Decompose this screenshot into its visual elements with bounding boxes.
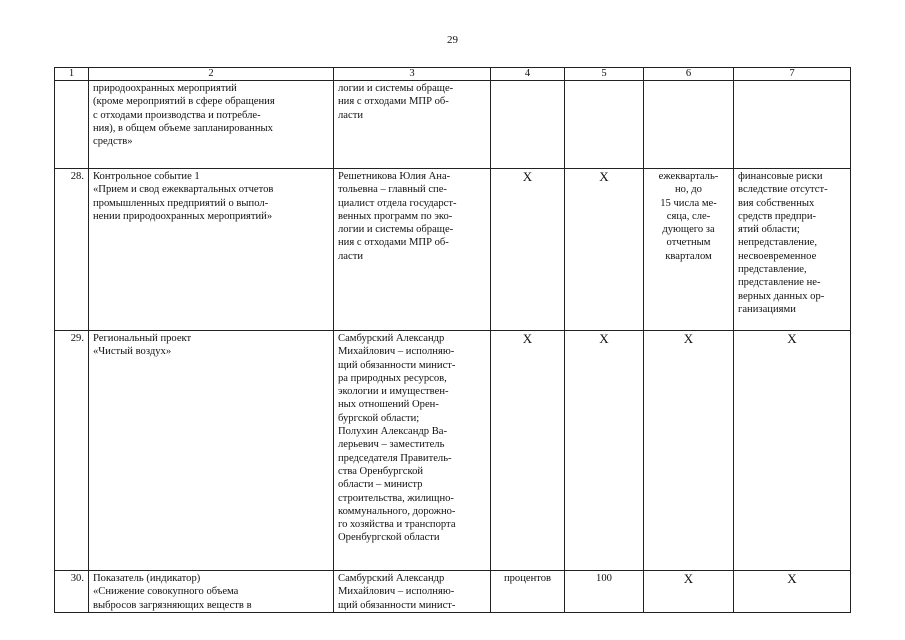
measure-name: природоохранных мероприятий (кроме мероприятий в сфере обращения с отходами производства и потребле- ния), в общем объеме запланированных средств» xyxy=(89,81,334,169)
risks: Х xyxy=(734,571,851,613)
target-value: 100 xyxy=(565,571,644,613)
responsible-executor: Самбурский Александр Михайлович – исполняю- щий обязанности минист- xyxy=(334,571,491,613)
page-number: 29 xyxy=(447,34,458,46)
target-value xyxy=(565,81,644,169)
unit-of-measure: процентов xyxy=(491,571,565,613)
unit-of-measure xyxy=(491,81,565,169)
table-row xyxy=(55,331,851,571)
measure-name: Региональный проект «Чистый воздух» xyxy=(89,331,334,571)
column-number-header: 6 xyxy=(644,68,734,81)
column-number-header: 1 xyxy=(55,68,89,81)
responsible-executor: Самбурский Александр Михайлович – исполняю- щий обязанности минист- ра природных ресурсов, экологии и имуществен- ных отношений Орен- бургской области; Полухин Александр Ва- лерьевич – заместитель председателя Правитель- ства Оренбургской области – министр строительства, жилищно- коммунального, дорожно- го хозяйства и транспорта Оренбургской области xyxy=(334,331,491,571)
deadline: Х xyxy=(644,331,734,571)
row-number: 28. xyxy=(55,169,89,331)
column-number-header: 3 xyxy=(334,68,491,81)
measures-table xyxy=(54,67,851,613)
row-number: 30. xyxy=(55,571,89,613)
table-header-row xyxy=(55,68,851,81)
responsible-executor: Решетникова Юлия Ана- тольевна – главный спе- циалист отдела государст- венных программ по эко- логии и системы обраще- ния с отходами МПР об- ласти xyxy=(334,169,491,331)
row-number: 29. xyxy=(55,331,89,571)
risks: финансовые риски вследствие отсутст- вия собственных средств предпри- ятий области; непредставление, несвоевременное представление, представление не- верных данных ор- ганизациями xyxy=(734,169,851,331)
row-number xyxy=(55,81,89,169)
column-number-header: 2 xyxy=(89,68,334,81)
column-number-header: 7 xyxy=(734,68,851,81)
measure-name: Контрольное событие 1 «Прием и свод ежеквартальных отчетов промышленных предприятий о выпол- нении природоохранных мероприятий» xyxy=(89,169,334,331)
risks: Х xyxy=(734,331,851,571)
table-row xyxy=(55,81,851,169)
measure-name: Показатель (индикатор) «Снижение совокупного объема выбросов загрязняющих веществ в xyxy=(89,571,334,613)
column-number-header: 4 xyxy=(491,68,565,81)
deadline xyxy=(644,81,734,169)
table-row xyxy=(55,571,851,613)
target-value: Х xyxy=(565,169,644,331)
deadline: Х xyxy=(644,571,734,613)
unit-of-measure: Х xyxy=(491,331,565,571)
responsible-executor: логии и системы обраще- ния с отходами МПР об- ласти xyxy=(334,81,491,169)
risks xyxy=(734,81,851,169)
table-row xyxy=(55,169,851,331)
deadline: ежекварталь- но, до 15 числа ме- сяца, сле- дующего за отчетным кварталом xyxy=(644,169,734,331)
column-number-header: 5 xyxy=(565,68,644,81)
target-value: Х xyxy=(565,331,644,571)
unit-of-measure: Х xyxy=(491,169,565,331)
